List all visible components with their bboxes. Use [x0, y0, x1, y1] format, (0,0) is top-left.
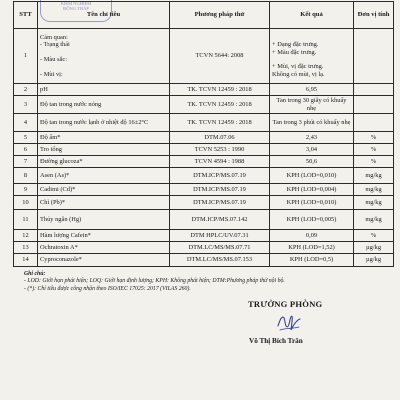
row-unit: mg/kg: [354, 184, 394, 196]
row-unit: [354, 84, 394, 96]
table-row: [14, 156, 394, 168]
row-unit: mg/kg: [354, 196, 394, 210]
row-criterion: [38, 29, 170, 84]
row-stt: 8: [14, 168, 38, 184]
row-unit: %: [354, 132, 394, 144]
table-row: [14, 184, 394, 196]
row-unit: µg/kg: [354, 242, 394, 254]
row-unit: %: [354, 156, 394, 168]
result-line: + Dạng đặc trưng.: [272, 41, 319, 49]
row-method: DTM.ICP/MS.07.19: [170, 168, 270, 184]
criterion-line: - Trạng thái: [40, 41, 70, 49]
result-line: + Màu đặc trưng.: [272, 48, 317, 56]
table-row: [14, 242, 394, 254]
table-row: [14, 114, 394, 132]
row-stt: 14: [14, 254, 38, 267]
signer-name: Võ Thị Bích Trân: [249, 337, 303, 345]
row-stt: 10: [14, 196, 38, 210]
results-table: [13, 1, 394, 267]
result-line: Không có mùi, vị lạ.: [272, 70, 325, 78]
notes: [24, 271, 384, 293]
row-result: Tan trong 30 giây có khuấy nhẹ: [270, 96, 354, 114]
row-criterion: Tro tổng: [38, 144, 170, 156]
header-criterion: Tên chỉ tiêu: [38, 2, 170, 29]
row-result: KPH (LOD=0,010): [270, 196, 354, 210]
row-result: KPH (LOD=1,52): [270, 242, 354, 254]
table-row: [14, 168, 394, 184]
row-result: KPH (LOD=0,010): [270, 168, 354, 184]
row-method: DTM.LC/MS/MS.07.71: [170, 242, 270, 254]
row-unit: %: [354, 230, 394, 242]
row-result: Tan trong 3 phút có khuấy nhẹ: [270, 114, 354, 132]
row-unit: mg/kg: [354, 168, 394, 184]
criterion-line: Cảm quan:: [40, 33, 68, 41]
row-method: DTM.ICP/MS.07.19: [170, 184, 270, 196]
result-line: [272, 56, 351, 63]
row-criterion: Ochratoxin A*: [38, 242, 170, 254]
row-stt: 13: [14, 242, 38, 254]
table-row: [14, 132, 394, 144]
row-criterion: Asen (As)*: [38, 168, 170, 184]
notes-title: Ghi chú:: [24, 271, 46, 277]
row-criterion: Đường glucoza*: [38, 156, 170, 168]
signer-title: TRƯỞNG PHÒNG: [248, 299, 323, 309]
notes-line: - (*): Chỉ tiêu được công nhận theo ISO/IEC 17025: 2017 (VILAS 260).: [24, 285, 191, 292]
row-result: 2,43: [270, 132, 354, 144]
row-criterion: Hàm lượng Cafein*: [38, 230, 170, 242]
table-row: [14, 144, 394, 156]
criterion-line: - Mùi vị:: [40, 70, 63, 78]
row-criterion: Cadimi (Cd)*: [38, 184, 170, 196]
row-stt: 3: [14, 96, 38, 114]
row-unit: [354, 29, 394, 84]
row-method: DTM.ICP/MS.07.142: [170, 210, 270, 230]
criterion-line: [40, 63, 167, 70]
row-method: TK. TCVN 12459 : 2018: [170, 84, 270, 96]
table-header-row: [14, 2, 394, 29]
table-row: [14, 230, 394, 242]
handwritten-signature: [275, 310, 303, 334]
row-stt: 7: [14, 156, 38, 168]
row-method: DTM HPLC/UV.07.31: [170, 230, 270, 242]
row-result: 0,09: [270, 230, 354, 242]
header-stt: STT: [14, 2, 38, 29]
row-stt: 1: [14, 29, 38, 84]
row-criterion: Chì (Pb)*: [38, 196, 170, 210]
row-criterion: pH: [38, 84, 170, 96]
row-method: TK. TCVN 12459 : 2018: [170, 114, 270, 132]
row-result: KPH (LOD=0,5): [270, 254, 354, 267]
row-unit: [354, 114, 394, 132]
row-stt: 4: [14, 114, 38, 132]
row-method: DTM.LC/MS/MS.07.153: [170, 254, 270, 267]
row-unit: µg/kg: [354, 254, 394, 267]
row-criterion: Cyproconazole*: [38, 254, 170, 267]
row-criterion: Độ tan trong nước nóng: [38, 96, 170, 114]
table-row: [14, 254, 394, 267]
table-row: [14, 196, 394, 210]
row-stt: 2: [14, 84, 38, 96]
row-method: DTM.07.06: [170, 132, 270, 144]
table-row: [14, 84, 394, 96]
criterion-line: - Màu sắc:: [40, 56, 67, 63]
row-unit: mg/kg: [354, 210, 394, 230]
row-method: TK. TCVN 12459 : 2018: [170, 96, 270, 114]
stamp-line: KIỂM NGHIỆM: [60, 1, 92, 6]
row-criterion: Độ ẩm*: [38, 132, 170, 144]
header-method: Phương pháp thử: [170, 2, 270, 29]
result-line: + Mùi, vị đặc trưng.: [272, 63, 324, 71]
row-stt: 11: [14, 210, 38, 230]
row-method: TCVN 4594 : 1988: [170, 156, 270, 168]
table-row: [14, 210, 394, 230]
criterion-line: [40, 49, 167, 56]
row-method: DTM.ICP/MS.07.19: [170, 196, 270, 210]
header-result: Kết quả: [270, 2, 354, 29]
row-method: TCVN 5644: 2008: [170, 29, 270, 84]
header-unit: Đơn vị tính: [354, 2, 394, 29]
notes-line: - LOD: Giới hạn phát hiện; LOQ: Giới hạn định lượng; KPH: Không phát hiện; DTM:Phương pháp thử nội bộ.: [24, 278, 285, 285]
results-rows: [14, 84, 394, 267]
table-row: [14, 96, 394, 114]
row-result: 50,6: [270, 156, 354, 168]
row-criterion: Thủy ngân (Hg): [38, 210, 170, 230]
table-row: [14, 29, 394, 84]
row-stt: 9: [14, 184, 38, 196]
row-result: 3,04: [270, 144, 354, 156]
row-method: TCVN 5253 : 1990: [170, 144, 270, 156]
row-stt: 5: [14, 132, 38, 144]
row-unit: [354, 96, 394, 114]
row-result: [270, 29, 354, 84]
row-stt: 12: [14, 230, 38, 242]
row-stt: 6: [14, 144, 38, 156]
row-criterion: Độ tan trong nước lạnh ở nhiệt độ 16±2°C: [38, 114, 170, 132]
result-line: [272, 34, 351, 41]
row-result: KPH (LOD=0,005): [270, 210, 354, 230]
stamp-line: ĐỒNG THÁP: [63, 6, 89, 11]
row-unit: %: [354, 144, 394, 156]
row-result: 6,95: [270, 84, 354, 96]
row-result: KPH (LOD=0,004): [270, 184, 354, 196]
